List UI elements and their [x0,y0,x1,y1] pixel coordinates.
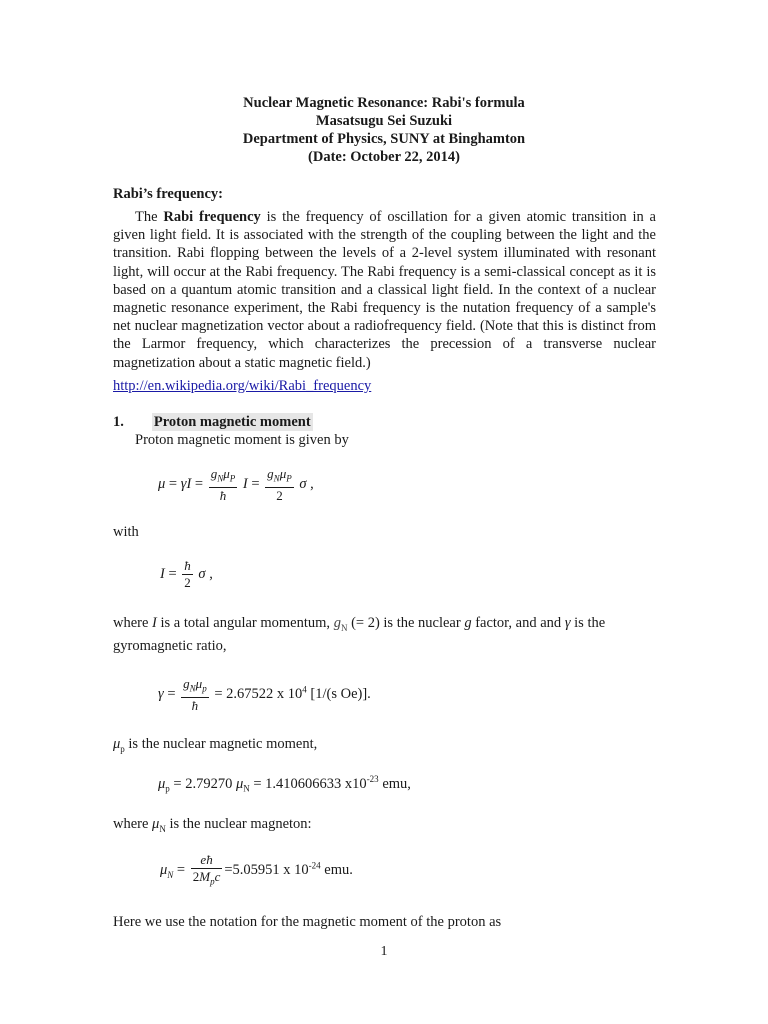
rabi-frequency-term: Rabi frequency [163,209,261,225]
section-1-heading [113,414,313,431]
where-magneton-line: where $\mu_N$ is the nuclear magneton: [113,816,312,834]
rabi-paragraph: The Rabi frequency is the frequency of oscillation for a given atomic transition in a given light field. It is associated with the strength of the coupling between the light and the transition. Rabi flopping between the levels of a 2-level system illuminated with resonant light, will occur at the Rabi frequency. The Rabi frequency is a semi-classical concept as it is based on a quantum atomic transition and a classical light field. In the context of a nuclear magnetic resonance experiment, the Rabi frequency is the nutation frequency of a sample's net nuclear magnetization vector about a radiofrequency field. (Note that this is distinct from the Larmor frequency, which characterizes the precession of a transverse nuclear magnetization about a static magnetic field.) [113,209,656,371]
mu-p-equation: $\mu_p = 2.79270$ $\mu_N = 1.410606633$ $x10^{-23}$ emu, [158,774,411,794]
nuclear-magneton-equation: $\mu_N$ = $\frac{eħ}{2M_pc}$ =5.05951 x $10^{-24}$ emu. [160,852,353,887]
document-title: Nuclear Magnetic Resonance: Rabi's formula [243,95,525,111]
author-name: Masatsugu Sei Suzuki [315,113,453,129]
notation-line: Here we use the notation for the magnetic moment of the proton as [113,914,502,930]
mu-p-description: $\mu_p$ is the nuclear magnetic moment, [113,736,318,754]
section-title: Proton magnetic moment [153,414,311,430]
where-paragraph-1: where I is a total angular momentum, $g_N$ (= 2) is the nuclear g factor, and and γ is the gyromagnetic ratio, [113,615,606,655]
with-label: with [113,524,139,540]
angular-momentum-equation: I = $\frac{ħ}{2}$ σ , [160,558,213,590]
gyromagnetic-ratio-equation: γ = $\frac{g_N\mu_p}{ħ}$ = 2.67522 x $10^4$ [1/(s Oe)]. [158,676,371,713]
wikipedia-link[interactable]: http://en.wikipedia.org/wiki/Rabi_frequency [113,378,372,394]
proton-intro: Proton magnetic moment is given by [135,432,349,448]
magnetic-moment-equation: μ = γI = $\frac{g_N\mu_P}{ħ}$ I = $\frac{g_N\mu_P}{2}$ σ , [158,466,314,503]
section-number: 1. [113,414,124,430]
wikipedia-link-line [113,378,371,395]
department: Department of Physics, SUNY at Binghamton [242,131,526,147]
document-date: (Date: October 22, 2014) [308,149,460,165]
page-number: 1 [380,944,388,959]
rabi-heading: Rabi’s frequency: [113,186,223,202]
